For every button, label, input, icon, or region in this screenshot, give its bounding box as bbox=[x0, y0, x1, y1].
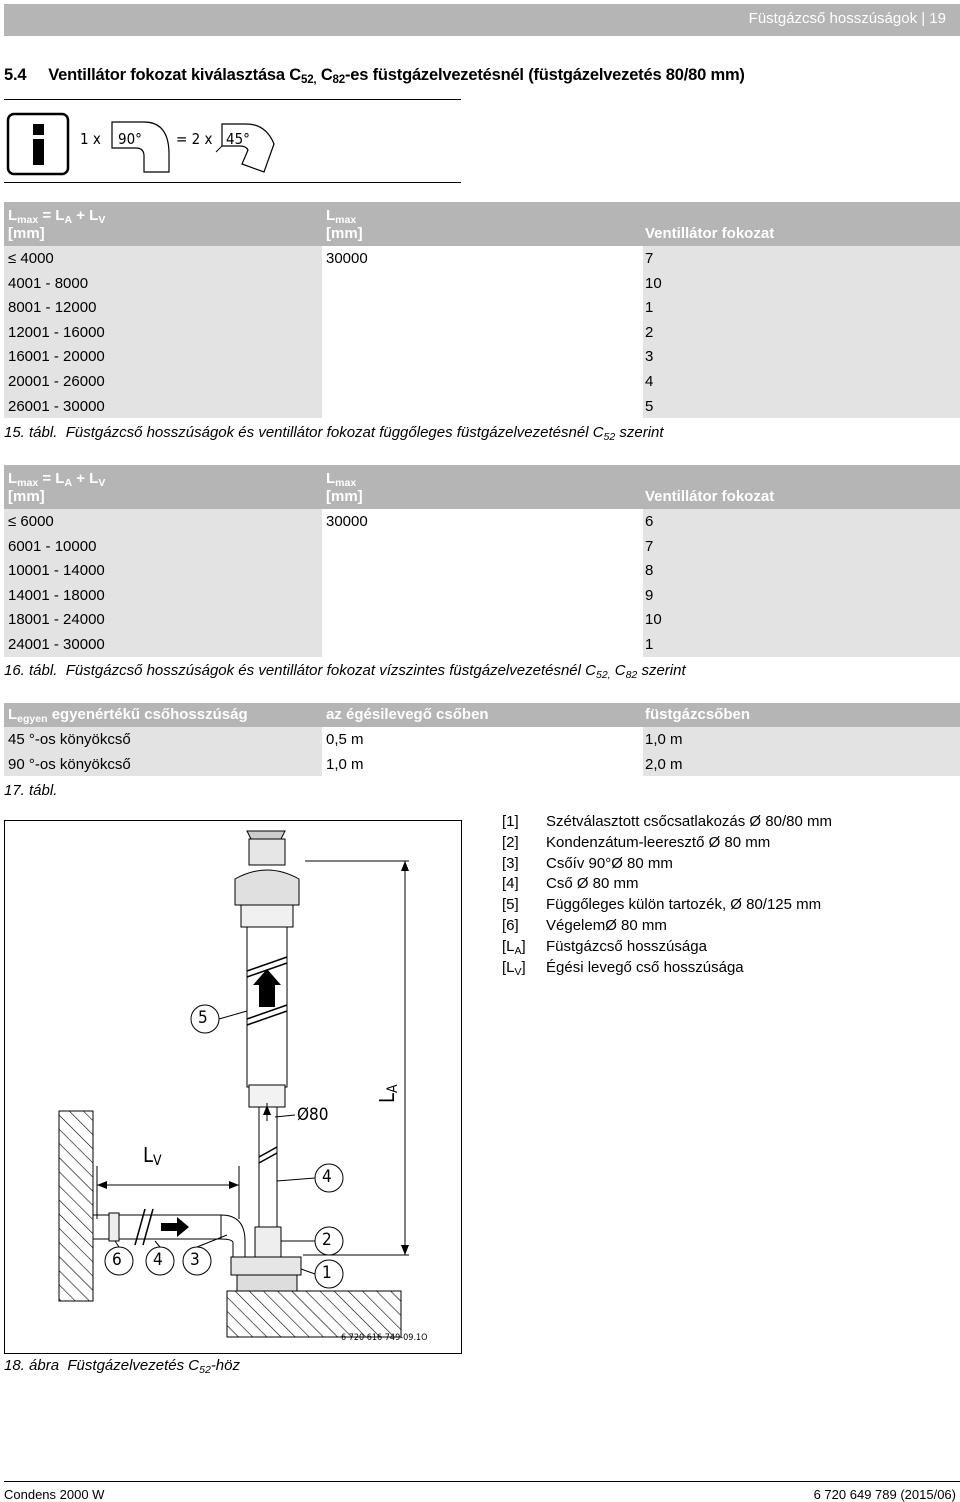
wall-hatch bbox=[59, 1111, 93, 1301]
section-title-sub2: 82 bbox=[332, 74, 345, 86]
info-eq: = 2 x bbox=[176, 130, 213, 148]
table-cell: 10 bbox=[645, 274, 662, 292]
legend-text: VégelemØ 80 mm bbox=[546, 917, 667, 934]
table-cell: 2,0 m bbox=[645, 755, 683, 773]
table16-head-c2-unit: [mm] bbox=[326, 488, 363, 505]
label-4: 4 bbox=[322, 1167, 332, 1187]
table-row bbox=[4, 394, 960, 420]
table-cell: 0,5 m bbox=[326, 731, 364, 748]
table16-caption: 16. tábl. Füstgázcső hosszúságok és ventillátor fokozat vízszintes füstgázelvezetésnél $C_{52,}$ $C_{82}$ szerint bbox=[4, 662, 686, 681]
table-cell: 26001 - 30000 bbox=[8, 397, 105, 415]
label-2: 2 bbox=[322, 1230, 332, 1250]
table-cell: 1 bbox=[645, 636, 654, 653]
label-1: 1 bbox=[322, 1263, 332, 1283]
legend-key: $[L_A]$ bbox=[502, 937, 526, 957]
info-angle1: 90° bbox=[118, 130, 142, 148]
table-cell: 20001 - 26000 bbox=[8, 373, 105, 390]
label-5: 5 bbox=[198, 1008, 208, 1028]
table-row bbox=[4, 246, 960, 272]
table16-head-c2: $L_{max}$ bbox=[326, 470, 357, 489]
figure-ref: 6 720 616 749-09.1O bbox=[341, 1333, 428, 1343]
table-cell: 9 bbox=[645, 586, 654, 604]
table-row bbox=[4, 558, 960, 584]
table-cell: 12001 - 16000 bbox=[8, 323, 105, 341]
legend-text: Függőleges külön tartozék, Ø 80/125 mm bbox=[546, 896, 822, 914]
label-4b: 4 bbox=[153, 1250, 163, 1270]
table-cell: 1 bbox=[645, 299, 654, 317]
table-cell: 7 bbox=[645, 250, 654, 267]
legend-text: Cső Ø 80 mm bbox=[546, 875, 639, 893]
table-cell: 10 bbox=[645, 611, 662, 629]
footer-rule bbox=[4, 1481, 960, 1482]
legend-text: Szétválasztott csőcsatlakozás Ø 80/80 mm bbox=[546, 813, 832, 830]
split-connector bbox=[231, 1257, 301, 1275]
legend-key: [1] bbox=[502, 813, 519, 830]
footer-right: 6 720 649 789 (2015/06) bbox=[813, 1487, 956, 1502]
table16-head-c1-unit: [mm] bbox=[8, 488, 45, 505]
table17-head-c3: füstgázcsőben bbox=[645, 706, 751, 723]
floor-hatch bbox=[227, 1291, 401, 1337]
section-title-text: Ventillátor fokozat kiválasztása C bbox=[48, 66, 301, 84]
label-diameter: Ø80 bbox=[297, 1105, 329, 1125]
legend-text: Füstgázcső hosszúsága bbox=[546, 937, 707, 955]
legend-key: [4] bbox=[502, 875, 519, 893]
table-cell: 5 bbox=[645, 397, 654, 415]
table-row bbox=[4, 534, 960, 560]
legend-key: [6] bbox=[502, 917, 519, 934]
legend-key: [2] bbox=[502, 833, 519, 851]
figure-caption: 18. ábra Füstgázelvezetés $C_{52}$-höz bbox=[4, 1357, 240, 1376]
label-6: 6 bbox=[112, 1250, 122, 1270]
table15-head-c3: Ventillátor fokozat bbox=[645, 225, 775, 242]
table-cell: 45 °-os könyökcső bbox=[8, 731, 131, 748]
table-cell: 6001 - 10000 bbox=[8, 537, 97, 555]
condensate-connector bbox=[255, 1227, 281, 1257]
table-row bbox=[4, 509, 960, 535]
legend-text: Csőív 90°Ø 80 mm bbox=[546, 854, 673, 872]
table-cell: 4001 - 8000 bbox=[8, 274, 89, 292]
legend-key: [5] bbox=[502, 896, 519, 914]
table-cell: 30000 bbox=[326, 513, 368, 530]
table-cell: 8001 - 12000 bbox=[8, 299, 97, 317]
terminal-head bbox=[249, 839, 285, 865]
table-cell: ≤ 6000 bbox=[8, 513, 54, 530]
table-cell: 90 °-os könyökcső bbox=[8, 755, 131, 773]
label-lv: $L_V$ bbox=[143, 1143, 162, 1169]
table-cell: 2 bbox=[645, 323, 654, 341]
table-cell: 8 bbox=[645, 562, 654, 580]
section-rule-top bbox=[4, 99, 461, 100]
table15-header bbox=[4, 202, 960, 246]
info-box bbox=[4, 104, 464, 182]
table-cell: 10001 - 14000 bbox=[8, 562, 105, 580]
table15-caption: 15. tábl. Füstgázcső hosszúságok és ventillátor fokozat függőleges füstgázelvezetésnél $C_{52}$ szerint bbox=[4, 424, 664, 443]
table15-head-c1: $L_{max} = L_A + L_V$ bbox=[8, 207, 106, 226]
section-title-sub1: 52, bbox=[300, 74, 317, 86]
table-row bbox=[4, 369, 960, 395]
figure-frame bbox=[4, 820, 462, 1354]
table-row bbox=[4, 320, 960, 346]
table17-header bbox=[4, 703, 960, 727]
section-title-end: -es füstgázelvezetésnél (füstgázelvezetés 80/80 mm) bbox=[345, 66, 745, 84]
table-row bbox=[4, 295, 960, 321]
table15-head-c2-unit: [mm] bbox=[326, 225, 363, 242]
terminal-cap bbox=[247, 831, 285, 839]
table-cell: 1,0 m bbox=[326, 755, 364, 773]
table15-head-c1-unit: [mm] bbox=[8, 225, 45, 242]
table-row bbox=[4, 607, 960, 633]
legend-text: Égési levegő cső hosszúsága bbox=[546, 958, 744, 976]
info-icon-bar bbox=[33, 139, 44, 165]
table-cell: 3 bbox=[645, 348, 654, 366]
legend-text: Kondenzátum-leeresztő Ø 80 mm bbox=[546, 833, 771, 851]
table-row bbox=[4, 727, 960, 753]
info-icon-dot bbox=[33, 124, 44, 135]
table17-caption: 17. tábl. bbox=[4, 782, 58, 799]
table-row bbox=[4, 344, 960, 370]
section-number: 5.4 bbox=[4, 66, 27, 84]
table16-head-c1: $L_{max} = L_A + L_V$ bbox=[8, 470, 106, 489]
table-cell: ≤ 4000 bbox=[8, 250, 54, 267]
table-cell: 18001 - 24000 bbox=[8, 611, 105, 629]
table-cell: 7 bbox=[645, 537, 654, 555]
table17-head-c2: az égésilevegő csőben bbox=[326, 706, 489, 723]
info-count1: 1 x bbox=[80, 130, 101, 148]
table-cell: 4 bbox=[645, 373, 654, 390]
table16-head-c3: Ventillátor fokozat bbox=[645, 488, 775, 505]
legend-key: [3] bbox=[502, 854, 519, 872]
table-cell: 6 bbox=[645, 513, 654, 530]
section-title bbox=[4, 66, 745, 85]
table-row bbox=[4, 583, 960, 609]
legend-key: $[L_V]$ bbox=[502, 958, 526, 978]
table-cell: 1,0 m bbox=[645, 731, 683, 748]
table-cell: 14001 - 18000 bbox=[8, 586, 105, 604]
table15-head-c2: $L_{max}$ bbox=[326, 207, 357, 226]
footer-left: Condens 2000 W bbox=[4, 1487, 105, 1502]
table-cell: 16001 - 20000 bbox=[8, 348, 105, 366]
table-row bbox=[4, 752, 960, 778]
page-header-title: Füstgázcső hosszúságok | 19 bbox=[748, 10, 946, 27]
table-cell: 30000 bbox=[326, 250, 368, 267]
table-row bbox=[4, 632, 960, 658]
table-row bbox=[4, 271, 960, 297]
label-la: $L_A$ bbox=[375, 1084, 401, 1103]
table16-header bbox=[4, 465, 960, 509]
table17-head-c1: $L_{egyen}$ egyenértékű csőhosszúság bbox=[8, 706, 248, 725]
table-cell: 24001 - 30000 bbox=[8, 636, 105, 653]
info-rule-bottom bbox=[4, 182, 461, 183]
info-angle2: 45° bbox=[226, 130, 250, 148]
section-title-mid: C bbox=[316, 66, 333, 84]
inner-pipe-80 bbox=[259, 1107, 277, 1227]
terminal-body bbox=[235, 870, 299, 905]
label-3: 3 bbox=[190, 1250, 200, 1270]
